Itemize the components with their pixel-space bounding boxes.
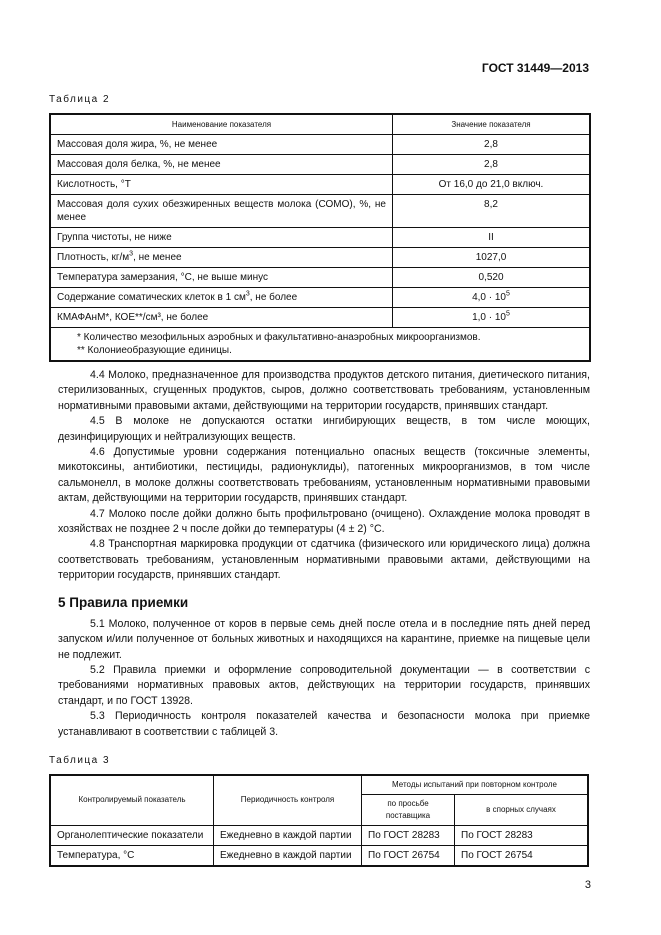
cell: По ГОСТ 28283 — [362, 825, 455, 845]
cell: 2,8 — [393, 155, 591, 175]
paragraph: 4.8 Транспортная маркировка продукции от сдатчика (физического или юридического лица) должна соответствовать требованиям, установленным нормативными правовыми актами, действующими на территории государств, принявших стандарт. — [58, 538, 590, 582]
table-2 — [49, 113, 591, 362]
cell: 0,520 — [393, 268, 591, 288]
cell: Массовая доля сухих обезжиренных веществ молока (СОМО), %, не менее — [50, 195, 393, 228]
table-row — [50, 175, 590, 195]
table-row — [50, 268, 590, 288]
paragraph: 5.2 Правила приемки и оформление сопроводительной документации — в соответствии с требованиями нормативных правовых актов, действующих на территории государств, принявших стандарт, и по ГОСТ 13928. — [58, 663, 590, 707]
column-header: в спорных случаях — [455, 794, 589, 825]
cell: 1027,0 — [393, 248, 591, 268]
cell — [393, 308, 591, 328]
cell: Группа чистоты, не ниже — [50, 228, 393, 248]
cell: По ГОСТ 26754 — [455, 845, 589, 866]
text: , не более — [249, 292, 298, 303]
column-header: по просьбе поставщика — [362, 794, 455, 825]
page-number: 3 — [584, 878, 591, 891]
text: 4,0 · 10 — [472, 292, 506, 303]
cell — [50, 248, 393, 268]
table3-caption: Таблица 3 — [49, 754, 111, 766]
footnote: ** Колониеобразующие единицы. — [77, 345, 232, 356]
column-header: Значение показателя — [393, 114, 591, 135]
column-header: Контролируемый показатель — [50, 775, 214, 826]
table-row — [50, 845, 588, 866]
cell: Кислотность, °Т — [50, 175, 393, 195]
table-row — [50, 195, 590, 228]
cell — [393, 288, 591, 308]
table2-caption: Таблица 2 — [49, 94, 111, 105]
cell: КМАФАнМ*, КОЕ**/см³, не более — [50, 308, 393, 328]
paragraph: 4.4 Молоко, предназначенное для производства продуктов детского питания, диетического питания, стерилизованных, сгущенных продуктов, сыров, должно соответствовать требованиям, установленным нормативными правовыми актами, действующими на территории государств, принявших стандарт. — [58, 369, 590, 412]
document-id: ГОСТ 31449—2013 — [481, 61, 589, 75]
cell: II — [393, 228, 591, 248]
column-header: Периодичность контроля — [214, 775, 362, 826]
text: 1,0 · 10 — [472, 312, 506, 323]
table-3 — [49, 774, 589, 867]
section-title: 5 Правила приемки — [58, 594, 189, 610]
text: , не менее — [133, 252, 182, 263]
cell: Органолептические показатели — [50, 825, 214, 845]
superscript: 5 — [506, 290, 510, 298]
cell: 2,8 — [393, 135, 591, 155]
text: Плотность, кг/м — [57, 252, 130, 263]
cell: Температура, °С — [50, 845, 214, 866]
text: Содержание соматических клеток в 1 см — [57, 292, 246, 303]
table-row — [50, 248, 590, 268]
cell: 8,2 — [393, 195, 591, 228]
paragraph: 4.6 Допустимые уровни содержания потенциально опасных веществ (токсичные элементы, микотоксины, антибиотики, пестициды, радионуклиды), патогенных микроорганизмов, в том числе сальмонелл, в молоке должны соответствовать требованиям, установленным нормативными правовыми актам, действующими на территории государств, принявших стандарт. — [58, 446, 590, 505]
cell: По ГОСТ 28283 — [455, 825, 589, 845]
table-row — [50, 155, 590, 175]
cell: От 16,0 до 21,0 включ. — [393, 175, 591, 195]
paragraph: 4.5 В молоке не допускаются остатки ингибирующих веществ, в том числе моющих, дезинфицирующих и нейтрализующих веществ. — [58, 415, 590, 443]
table-row — [50, 288, 590, 308]
table-row — [50, 135, 590, 155]
clause-4-text — [58, 368, 590, 584]
superscript: 3 — [129, 250, 134, 258]
section-5-text — [58, 617, 590, 740]
cell: Ежедневно в каждой партии — [214, 825, 362, 845]
cell: Массовая доля жира, %, не менее — [50, 135, 393, 155]
paragraph: 4.7 Молоко после дойки должно быть профильтровано (очищено). Охлаждение молока проводят в хозяйствах не позднее 2 ч после дойки до температуры (4 ± 2) °С. — [58, 507, 590, 536]
table-row — [50, 825, 588, 845]
superscript: 3 — [245, 290, 250, 298]
table-row — [50, 308, 590, 328]
column-header: Наименование показателя — [50, 114, 393, 135]
column-group-header: Методы испытаний при повторном контроле — [362, 775, 589, 795]
table-row — [50, 228, 590, 248]
cell — [50, 288, 393, 308]
table-notes — [50, 328, 590, 362]
paragraph: 5.1 Молоко, полученное от коров в первые семь дней после отела и в последние пять дней перед запуском и/или полученное от больных животных и находящихся на карантине, приемке на пищевые цели не подлежит. — [58, 617, 590, 661]
superscript: 5 — [506, 310, 510, 318]
cell: Массовая доля белка, %, не менее — [50, 155, 393, 175]
footnote: * Количество мезофильных аэробных и факультативно-анаэробных микроорганизмов. — [77, 332, 481, 343]
paragraph: 5.3 Периодичность контроля показателей качества и безопасности молока при приемке устанавливают в соответствии с таблицей 3. — [58, 710, 590, 738]
cell: Ежедневно в каждой партии — [214, 845, 362, 866]
cell: По ГОСТ 26754 — [362, 845, 455, 866]
cell: Температура замерзания, °С, не выше минус — [50, 268, 393, 288]
